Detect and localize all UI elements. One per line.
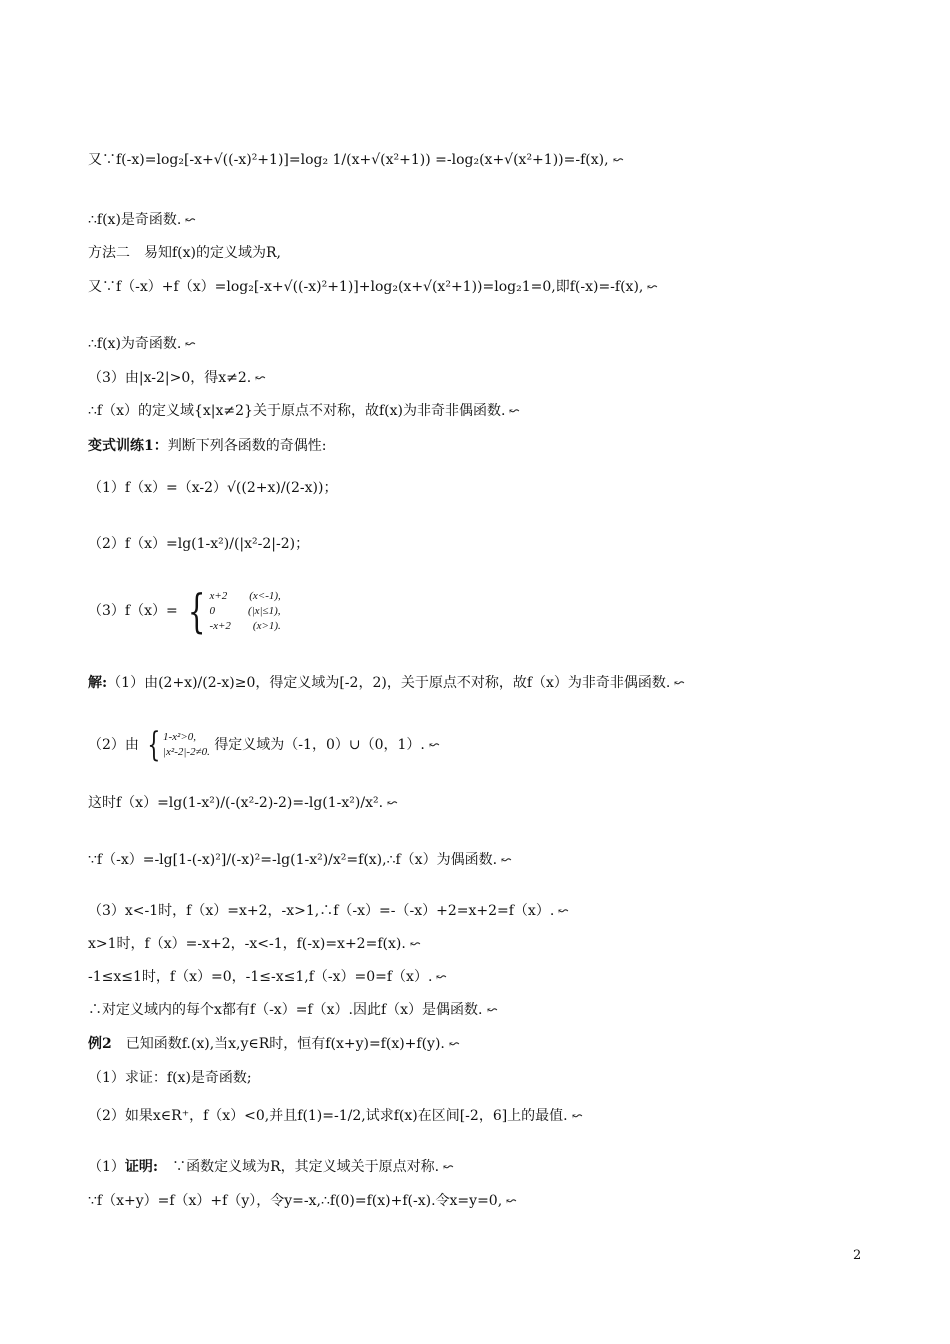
mark-icon: ↜ <box>557 903 571 920</box>
text-line-10: （2）f（x）=lg(1-x²)/(|x²-2|-2)； <box>88 536 310 552</box>
mark-icon: ↜ <box>570 1108 584 1125</box>
text-line-4: 又∵f（-x）+f（x）=log₂[-x+√((-x)²+1)]+log₂(x+√(x²+1))=log₂1=0,即f(-x)=-f(x), ↜ <box>88 277 658 298</box>
mark-icon: ↜ <box>184 336 198 353</box>
text-line-3: 方法二 易知f(x)的定义域为R, <box>88 245 281 261</box>
mark-icon: ↜ <box>427 737 441 754</box>
mark-icon: ↜ <box>611 152 625 169</box>
text-line-16: （3）x<-1时，f（x）=x+2，-x>1,∴f（-x）=-（-x）+2=x+2=f（x）. ↜ <box>88 901 569 922</box>
text-line-13: （2）由 { 1-x²>0, |x²-2|-2≠0. 得定义域为（-1，0）∪（0，1）. ↜ <box>88 725 441 765</box>
mark-icon: ↜ <box>408 936 422 953</box>
mark-icon: ↜ <box>442 1159 455 1176</box>
text-line-18: -1≤x≤1时，f（x）=0，-1≤-x≤1,f（-x）=0=f（x）. ↜ <box>88 967 447 988</box>
mark-icon: ↜ <box>505 1193 518 1210</box>
text-line-20: 例2 已知函数f.(x),当x,y∈R时，恒有f(x+y)=f(x)+f(y). ↜ <box>88 1034 460 1055</box>
mark-icon: ↜ <box>254 370 268 387</box>
solution-label: 解: <box>88 675 108 691</box>
mark-icon: ↜ <box>447 1036 461 1053</box>
proof-label: 证明: <box>124 1159 159 1175</box>
text-line-22: （2）如果x∈R⁺，f（x）<0,并且f(1)=-1/2,试求f(x)在区间[-2，6]上的最值. ↜ <box>88 1106 583 1127</box>
text-line-14: 这时f（x）=lg(1-x²)/(-(x²-2)-2)=-lg(1-x²)/x². ↜ <box>88 793 398 814</box>
text-line-6: （3）由|x-2|>0，得x≠2. ↜ <box>88 368 266 389</box>
page-number: 2 <box>853 1248 862 1263</box>
mark-icon: ↜ <box>485 1002 499 1019</box>
text-line-9: （1）f（x）=（x-2）√((2+x)/(2-x))； <box>88 480 338 496</box>
text-line-7: ∴f（x）的定义域{x|x≠2}关于原点不对称，故f(x)为非奇非偶函数. ↜ <box>88 401 520 422</box>
system-brace: { 1-x²>0, |x²-2|-2≠0. <box>147 725 210 765</box>
mark-icon: ↜ <box>435 969 449 986</box>
mark-icon: ↜ <box>673 675 687 692</box>
text-line-17: x>1时，f（x）=-x+2，-x<-1，f(-x)=x+2=f(x). ↜ <box>88 934 421 955</box>
text-line-1: 又∵f(-x)=log₂[-x+√((-x)²+1)]=log₂ 1/(x+√(x²+1)) =-log₂(x+√(x²+1))=-f(x), ↜ <box>88 150 623 171</box>
text-line-11: （3）f（x）= { x+2 (x<-1), 0 (|x|≤1), -x+2 (x>1). <box>88 584 281 638</box>
mark-icon: ↜ <box>499 852 513 869</box>
text-line-8: 变式训练1：判断下列各函数的奇偶性: <box>88 438 327 454</box>
mark-icon: ↜ <box>184 212 198 229</box>
text-line-5: ∴f(x)为奇函数. ↜ <box>88 334 196 355</box>
text-line-2: ∴f(x)是奇函数. ↜ <box>88 210 196 231</box>
piecewise-brace: { x+2 (x<-1), 0 (|x|≤1), -x+2 (x>1). <box>188 584 281 638</box>
section-heading: 变式训练1： <box>88 438 168 454</box>
text-line-19: ∴对定义域内的每个x都有f（-x）=f（x）.因此f（x）是偶函数. ↜ <box>88 1000 497 1021</box>
mark-icon: ↜ <box>385 795 399 812</box>
example-label: 例2 <box>88 1036 112 1052</box>
mark-icon: ↜ <box>508 403 522 420</box>
text-line-24: ∵f（x+y）=f（x）+f（y），令y=-x,∴f(0)=f(x)+f(-x).令x=y=0, ↜ <box>88 1191 517 1212</box>
mark-icon: ↜ <box>646 279 660 296</box>
text-line-15: ∵f（-x）=-lg[1-(-x)²]/(-x)²=-lg(1-x²)/x²=f(x),∴f（x）为偶函数. ↜ <box>88 850 512 871</box>
text-line-12: 解:（1）由(2+x)/(2-x)≥0，得定义域为[-2，2)，关于原点不对称，故f（x）为非奇非偶函数. ↜ <box>88 673 685 694</box>
text-line-21: （1）求证：f(x)是奇函数; <box>88 1070 252 1086</box>
text-line-23: （1）证明: ∵函数定义域为R，其定义域关于原点对称. ↜ <box>88 1157 454 1178</box>
